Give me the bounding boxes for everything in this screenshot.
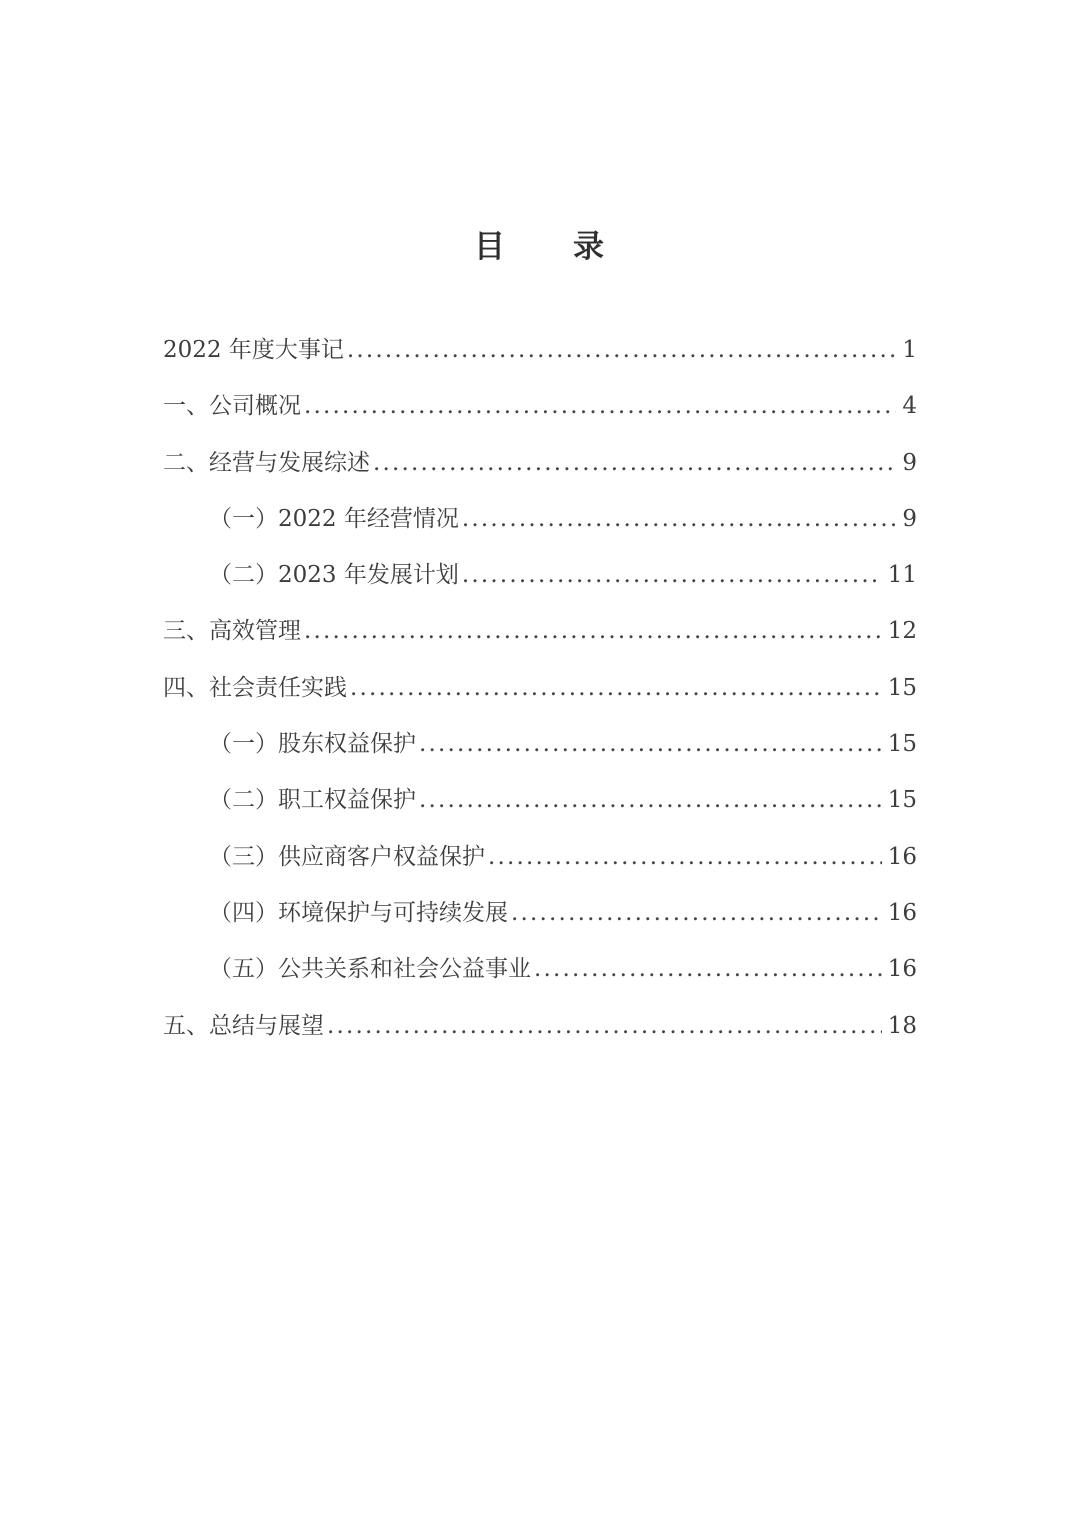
toc-entry-page: 15 <box>887 731 917 758</box>
table-of-contents <box>163 322 917 1054</box>
toc-entry[interactable] <box>163 829 917 885</box>
toc-entry[interactable] <box>163 603 917 659</box>
toc-leader-dots <box>350 660 882 716</box>
toc-entry-label: 三、高效管理 <box>163 618 301 645</box>
toc-entry-label: 四、社会责任实践 <box>163 674 347 701</box>
toc-leader-dots <box>419 772 882 828</box>
toc-entry-page: 16 <box>887 956 917 983</box>
toc-entry-page: 15 <box>887 787 917 814</box>
toc-entry[interactable] <box>163 772 917 828</box>
toc-entry-page: 11 <box>887 562 917 589</box>
toc-leader-dots <box>462 491 897 547</box>
toc-entry-label: （五）公共关系和社会公益事业 <box>209 956 531 983</box>
toc-leader-dots <box>327 998 882 1054</box>
toc-leader-dots <box>304 378 896 434</box>
toc-entry-page: 9 <box>902 449 917 476</box>
toc-entry-page: 12 <box>887 618 917 645</box>
toc-entry[interactable] <box>163 885 917 941</box>
toc-entry[interactable] <box>163 378 917 434</box>
toc-entry-label: 二、经营与发展综述 <box>163 449 370 476</box>
toc-entry[interactable] <box>163 435 917 491</box>
toc-leader-dots <box>488 829 882 885</box>
toc-leader-dots <box>534 941 882 997</box>
toc-entry-label: 五、总结与展望 <box>163 1012 324 1039</box>
toc-entry-label: 一、公司概况 <box>163 393 301 420</box>
toc-entry-label: （一）2022 年经营情况 <box>209 505 459 532</box>
toc-entry-label: （二）2023 年发展计划 <box>209 562 459 589</box>
toc-entry-label: （二）职工权益保护 <box>209 787 416 814</box>
toc-leader-dots <box>373 435 896 491</box>
toc-entry-label: （三）供应商客户权益保护 <box>209 843 485 870</box>
toc-entry-label: （一）股东权益保护 <box>209 731 416 758</box>
toc-leader-dots <box>304 603 882 659</box>
toc-entry-label: 2022 年度大事记 <box>163 337 344 363</box>
toc-entry[interactable] <box>163 322 917 378</box>
toc-entry-page: 9 <box>902 505 917 532</box>
page-title: 目 录 <box>474 229 606 265</box>
toc-entry[interactable] <box>163 716 917 772</box>
toc-entry-page: 16 <box>887 843 917 870</box>
toc-leader-dots <box>347 322 897 378</box>
toc-leader-dots <box>419 716 882 772</box>
toc-entry[interactable] <box>163 491 917 547</box>
toc-leader-dots <box>511 885 882 941</box>
toc-entry-page: 18 <box>887 1012 917 1039</box>
toc-entry-page: 4 <box>902 393 917 420</box>
toc-entry-page: 1 <box>902 337 917 363</box>
toc-entry[interactable] <box>163 998 917 1054</box>
toc-entry[interactable] <box>163 660 917 716</box>
toc-leader-dots <box>462 547 882 603</box>
toc-entry[interactable] <box>163 941 917 997</box>
toc-entry-page: 16 <box>887 899 917 926</box>
toc-entry-label: （四）环境保护与可持续发展 <box>209 899 508 926</box>
toc-entry-page: 15 <box>887 674 917 701</box>
toc-entry[interactable] <box>163 547 917 603</box>
